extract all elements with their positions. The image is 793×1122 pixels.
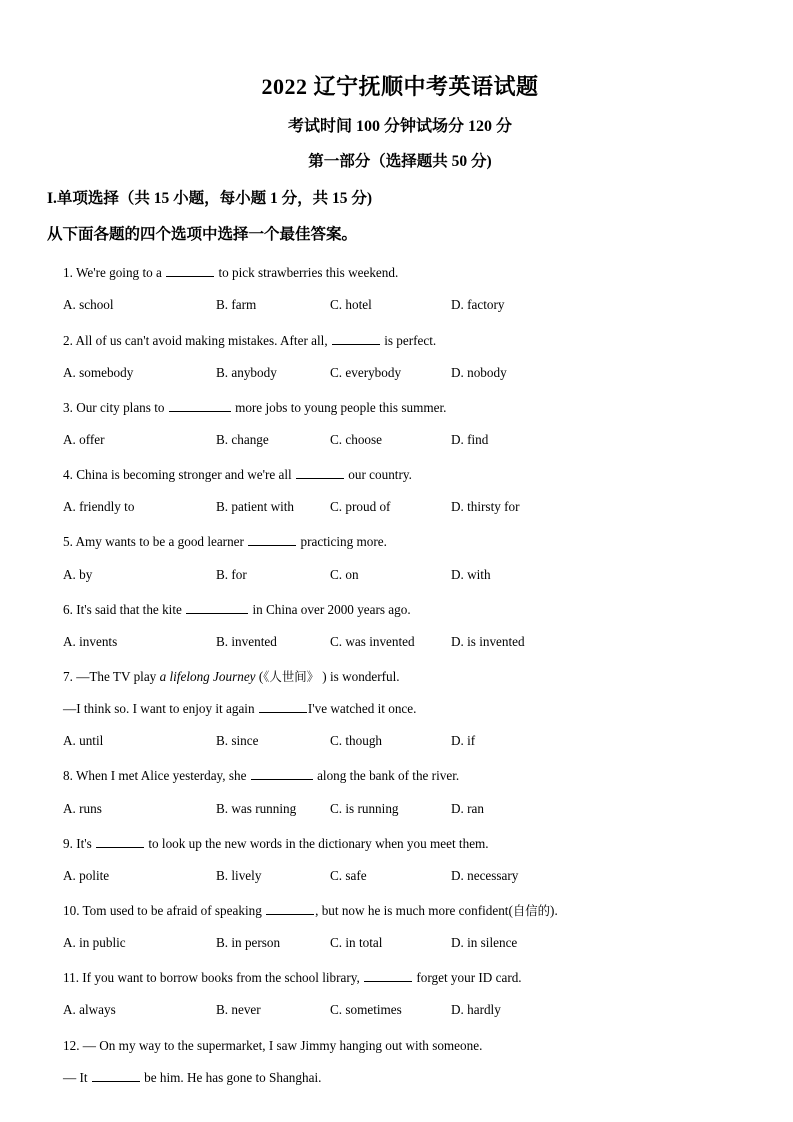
- option-b[interactable]: B. anybody: [216, 364, 277, 380]
- play-title: a lifelong Journey: [159, 668, 256, 684]
- option-c[interactable]: C. choose: [330, 431, 383, 447]
- answer-blank: [266, 901, 314, 915]
- option-d[interactable]: D. necessary: [451, 867, 519, 883]
- option-a[interactable]: A. in public: [63, 935, 126, 951]
- option-d[interactable]: D. hardly: [451, 1002, 501, 1018]
- answer-blank: [251, 767, 313, 781]
- question-stem: [47, 398, 753, 417]
- stem-text-end: ).: [550, 902, 558, 918]
- option-b[interactable]: B. since: [216, 733, 259, 749]
- option-c[interactable]: C. though: [330, 733, 383, 749]
- option-c[interactable]: C. safe: [330, 867, 367, 883]
- question-2: [47, 331, 753, 382]
- option-b[interactable]: B. for: [216, 566, 247, 582]
- option-b[interactable]: B. change: [216, 431, 269, 447]
- answer-blank: [166, 264, 214, 278]
- answer-blank: [296, 466, 344, 480]
- stem-text-before: 3. Our city plans to: [63, 399, 168, 415]
- stem-text-before: 2. All of us can't avoid making mistakes. After all,: [63, 332, 331, 348]
- question-stem: [47, 263, 753, 282]
- stem-text-after: ) is wonderful.: [319, 668, 400, 684]
- option-d[interactable]: D. ran: [451, 800, 484, 816]
- stem-text-after: practicing more.: [297, 534, 387, 550]
- stem-text-before: 9. It's: [63, 835, 96, 851]
- part-title: 第一部分（选择题共 50 分): [308, 153, 492, 170]
- option-a[interactable]: A. invents: [63, 633, 118, 649]
- option-row: [47, 866, 753, 885]
- option-c[interactable]: C. proud of: [330, 499, 391, 515]
- option-a[interactable]: A. friendly to: [63, 499, 135, 515]
- question-8: [47, 766, 753, 817]
- option-a[interactable]: A. runs: [63, 800, 102, 816]
- section-instruction: 从下面各题的四个选项中选择一个最佳答案。: [47, 226, 358, 244]
- stem-text-after: is perfect.: [380, 332, 437, 348]
- stem-text-before: 10. Tom used to be afraid of speaking: [63, 902, 266, 918]
- option-a[interactable]: A. somebody: [63, 364, 134, 380]
- stem-text-before: 6. It's said that the kite: [63, 601, 186, 617]
- question-stem: [47, 532, 753, 551]
- stem-text-before: 5. Amy wants to be a good learner: [63, 534, 248, 550]
- answer-blank: [364, 969, 412, 983]
- question-6: [47, 600, 753, 651]
- stem-text-after: in China over 2000 years ago.: [249, 601, 411, 617]
- stem-text-before: 11. If you want to borrow books from the school library,: [63, 970, 364, 986]
- question-11: [47, 968, 753, 1019]
- option-row: [47, 295, 753, 314]
- question-1: [47, 263, 753, 314]
- option-a[interactable]: A. school: [63, 297, 114, 313]
- option-c[interactable]: C. hotel: [330, 297, 372, 313]
- answer-blank: [248, 533, 296, 547]
- option-row: [47, 565, 753, 584]
- stem-text-after: , but now he is much more confident(: [315, 902, 513, 918]
- question-7: [47, 667, 753, 750]
- option-row: [47, 799, 753, 818]
- option-row: [47, 430, 753, 449]
- option-row: [47, 632, 753, 651]
- option-b[interactable]: B. in person: [216, 935, 281, 951]
- question-stem: [47, 331, 753, 350]
- stem-text-after: to pick strawberries this weekend.: [215, 265, 399, 281]
- section-heading: I.单项选择（共 15 小题，每小题 1 分，共 15 分): [47, 190, 373, 208]
- chinese-gloss: 自信的: [512, 902, 551, 918]
- option-a[interactable]: A. always: [63, 1002, 116, 1018]
- chinese-play-title: 《人世间》: [263, 668, 319, 684]
- stem-text-before: 7. —The TV play: [63, 668, 160, 684]
- answer-blank: [92, 1068, 140, 1082]
- option-d[interactable]: D. find: [451, 431, 489, 447]
- option-d[interactable]: D. is invented: [451, 633, 525, 649]
- stem-text-after: our country.: [345, 467, 412, 483]
- question-stem-line2: [47, 1068, 753, 1087]
- option-c[interactable]: C. sometimes: [330, 1002, 402, 1018]
- option-d[interactable]: D. if: [451, 733, 476, 749]
- option-b[interactable]: B. farm: [216, 297, 257, 313]
- option-c[interactable]: C. was invented: [330, 633, 415, 649]
- option-row: [47, 1000, 753, 1019]
- question-stem-line2: [47, 699, 753, 718]
- stem-text-after: more jobs to young people this summer.: [231, 399, 447, 415]
- answer-blank: [169, 398, 231, 412]
- question-9: [47, 834, 753, 885]
- answer-blank: [96, 834, 144, 848]
- option-b[interactable]: B. never: [216, 1002, 261, 1018]
- option-c[interactable]: C. on: [330, 566, 359, 582]
- stem-text-before: 1. We're going to a: [63, 265, 166, 281]
- option-b[interactable]: B. invented: [216, 633, 277, 649]
- option-c[interactable]: C. is running: [330, 800, 399, 816]
- question-stem: [47, 834, 753, 853]
- option-c[interactable]: C. in total: [330, 935, 383, 951]
- exam-info: 考试时间 100 分钟试场分 120 分: [287, 118, 512, 135]
- answer-blank: [332, 331, 380, 345]
- stem-text-after: forget your ID card.: [413, 970, 522, 986]
- option-row: [47, 933, 753, 952]
- stem-text-before: 8. When I met Alice yesterday, she: [63, 768, 250, 784]
- option-d[interactable]: D. thirsty for: [451, 499, 520, 515]
- question-stem: [47, 465, 753, 484]
- question-stem: [47, 901, 753, 920]
- question-stem-line1: 12. — On my way to the supermarket, I saw Jimmy hanging out with someone.: [63, 1037, 483, 1053]
- stem-text-before: — It: [63, 1069, 91, 1085]
- answer-blank: [186, 600, 248, 614]
- page-title: 2022 辽宁抚顺中考英语试题: [261, 74, 539, 99]
- question-5: [47, 532, 753, 583]
- option-d[interactable]: D. with: [451, 566, 491, 582]
- question-stem: [47, 968, 753, 987]
- stem-text-before: —I think so. I want to enjoy it again: [63, 701, 258, 717]
- question-3: [47, 398, 753, 449]
- question-12: [47, 1036, 753, 1087]
- option-a[interactable]: A. until: [63, 733, 104, 749]
- option-d[interactable]: D. factory: [451, 297, 505, 313]
- stem-text-after: I've watched it once.: [307, 701, 417, 717]
- stem-text-after: along the bank of the river.: [313, 768, 460, 784]
- option-d[interactable]: D. in silence: [451, 935, 518, 951]
- question-stem: [47, 600, 753, 619]
- option-b[interactable]: B. was running: [216, 800, 297, 816]
- stem-paren-open: (: [255, 668, 264, 684]
- option-a[interactable]: A. by: [63, 566, 93, 582]
- stem-text-after: to look up the new words in the dictionary when you meet them.: [145, 835, 489, 851]
- option-a[interactable]: A. offer: [63, 431, 105, 447]
- option-row: [47, 497, 753, 516]
- option-row: [47, 731, 753, 750]
- question-stem-line1: [47, 667, 753, 686]
- option-d[interactable]: D. nobody: [451, 364, 507, 380]
- stem-text-after: be him. He has gone to Shanghai.: [140, 1069, 322, 1085]
- answer-blank: [259, 700, 307, 714]
- option-b[interactable]: B. patient with: [216, 499, 295, 515]
- option-row: [47, 363, 753, 382]
- stem-text-before: 4. China is becoming stronger and we're all: [63, 467, 295, 483]
- option-b[interactable]: B. lively: [216, 867, 262, 883]
- question-10: [47, 901, 753, 952]
- question-4: [47, 465, 753, 516]
- option-a[interactable]: A. polite: [63, 867, 110, 883]
- option-c[interactable]: C. everybody: [330, 364, 402, 380]
- question-stem: [47, 766, 753, 785]
